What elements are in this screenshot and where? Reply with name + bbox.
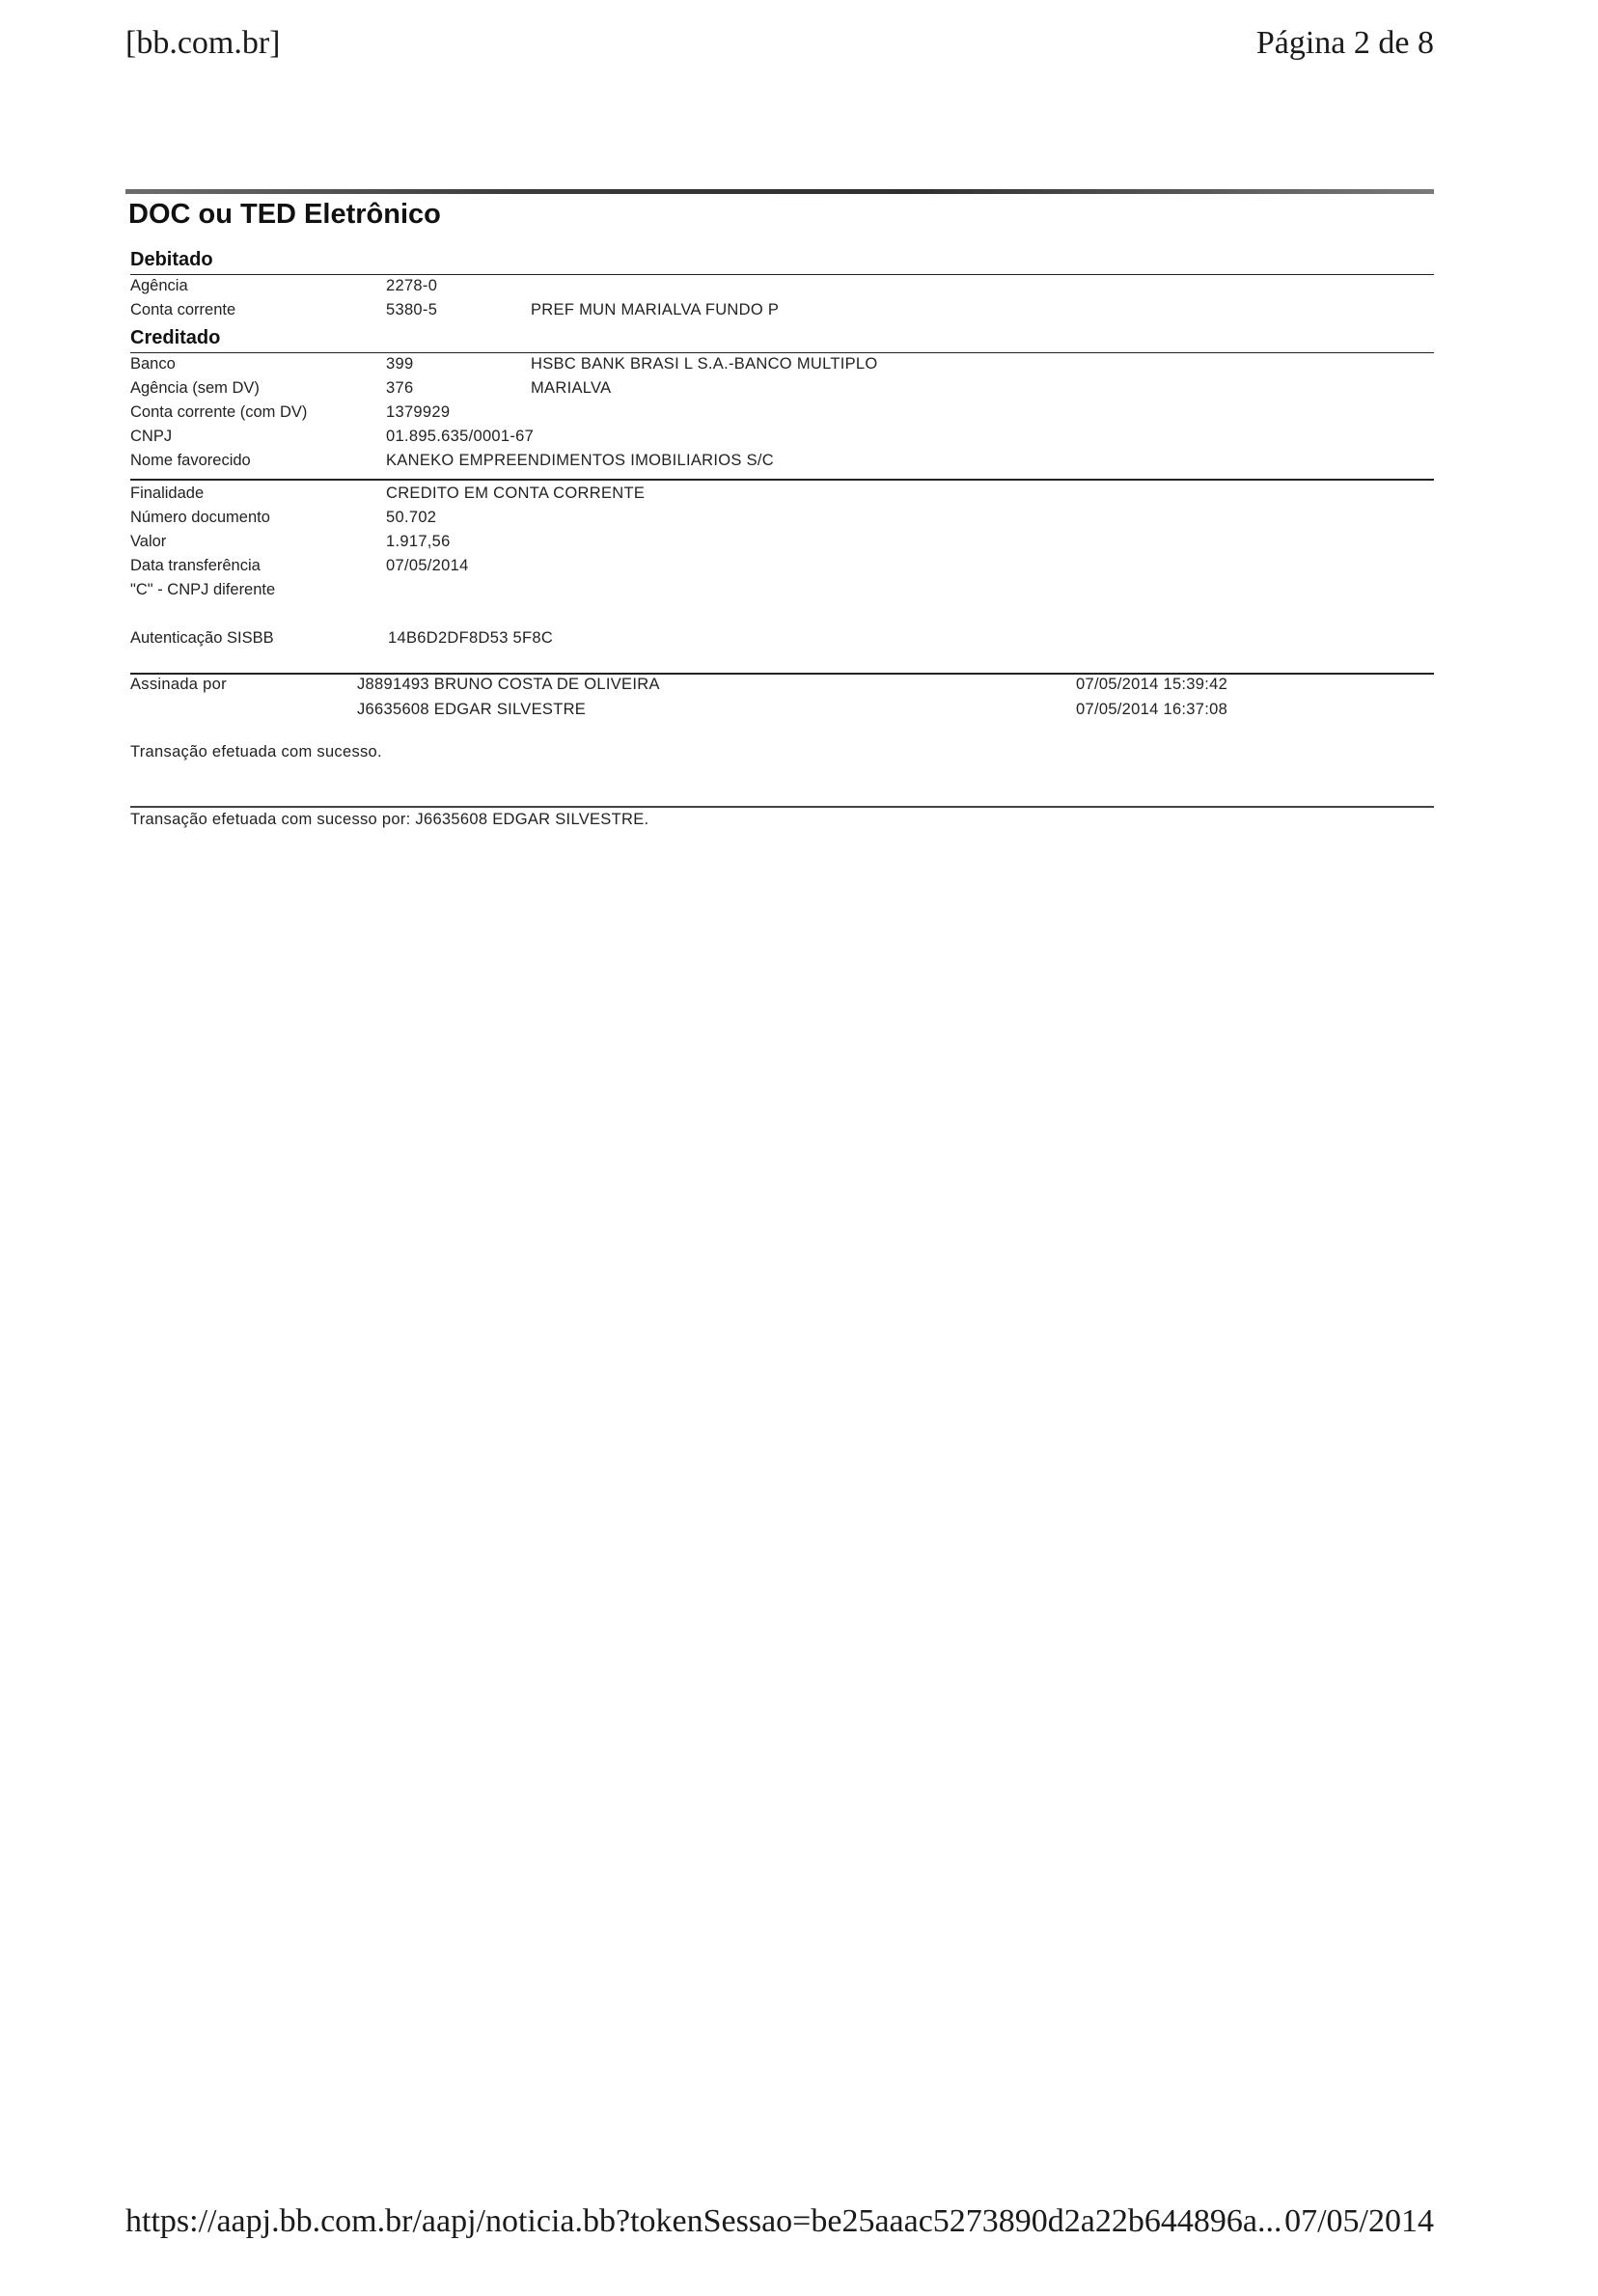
creditado-banco-value: 399 [386, 355, 414, 373]
debitado-section [130, 249, 1434, 323]
finalidade-label: Finalidade [130, 484, 205, 502]
signer-datetime: 07/05/2014 16:37:08 [1076, 701, 1228, 718]
finalidade-value: CREDITO EM CONTA CORRENTE [386, 484, 646, 502]
transfer-details [130, 483, 1434, 603]
creditado-banco-row [130, 353, 1434, 377]
debitado-heading: Debitado [130, 249, 1434, 275]
divider [130, 806, 1434, 808]
creditado-banco-label: Banco [130, 355, 176, 373]
creditado-cnpj-row [130, 426, 1434, 450]
data-transferencia-row [130, 555, 1434, 579]
creditado-favorecido-value: KANEKO EMPREENDIMENTOS IMOBILIARIOS S/C [386, 452, 774, 469]
creditado-section [130, 327, 1434, 474]
divider [130, 479, 1434, 481]
document-title: DOC ou TED Eletrônico [128, 199, 441, 230]
debitado-conta-nome: PREF MUN MARIALVA FUNDO P [531, 301, 780, 318]
numero-documento-value: 50.702 [386, 509, 437, 526]
creditado-conta-label: Conta corrente (com DV) [130, 403, 308, 421]
debitado-agencia-value: 2278-0 [386, 277, 438, 294]
creditado-agencia-row [130, 377, 1434, 401]
creditado-conta-value: 1379929 [386, 403, 451, 421]
creditado-conta-row [130, 401, 1434, 426]
footer-url: https://aapj.bb.com.br/aapj/noticia.bb?tokenSessao=be25aaac5273890d2a22b644896a... [125, 2203, 1282, 2239]
signer-datetime: 07/05/2014 15:39:42 [1076, 676, 1228, 693]
cnpj-diferente-label: "C" - CNPJ diferente [130, 581, 276, 598]
debitado-agencia-label: Agência [130, 277, 188, 294]
creditado-agencia-value: 376 [386, 379, 414, 397]
valor-row [130, 531, 1434, 555]
data-transferencia-label: Data transferência [130, 557, 261, 574]
divider [130, 673, 1434, 675]
assinada-por-label: Assinada por [130, 676, 227, 693]
debitado-conta-value: 5380-5 [386, 301, 438, 318]
creditado-heading: Creditado [130, 327, 1434, 353]
creditado-banco-nome: HSBC BANK BRASI L S.A.-BANCO MULTIPLO [531, 355, 878, 373]
creditado-cnpj-label: CNPJ [130, 428, 173, 445]
site-name: [bb.com.br] [125, 25, 281, 61]
creditado-agencia-label: Agência (sem DV) [130, 379, 260, 397]
footer-date: 07/05/2014 [1284, 2203, 1434, 2239]
signer-name: J8891493 BRUNO COSTA DE OLIVEIRA [357, 676, 660, 693]
autenticacao-row [130, 627, 1434, 651]
finalidade-row [130, 483, 1434, 507]
autenticacao-label: Autenticação SISBB [130, 629, 274, 647]
creditado-cnpj-value: 01.895.635/0001-67 [386, 428, 535, 445]
transaction-status: Transação efetuada com sucesso. [130, 743, 382, 761]
creditado-agencia-nome: MARIALVA [531, 379, 612, 397]
top-divider [125, 189, 1434, 194]
page-number: Página 2 de 8 [1255, 25, 1434, 61]
debitado-agencia-row [130, 275, 1434, 299]
debitado-conta-row [130, 299, 1434, 323]
creditado-favorecido-label: Nome favorecido [130, 452, 251, 469]
numero-documento-label: Número documento [130, 509, 270, 526]
debitado-conta-label: Conta corrente [130, 301, 236, 318]
valor-value: 1.917,56 [386, 533, 451, 550]
data-transferencia-value: 07/05/2014 [386, 557, 469, 574]
valor-label: Valor [130, 533, 167, 550]
transaction-final-status: Transação efetuada com sucesso por: J6635608 EDGAR SILVESTRE. [130, 811, 649, 828]
signer-name: J6635608 EDGAR SILVESTRE [357, 701, 587, 718]
cnpj-diferente-row [130, 579, 1434, 603]
creditado-favorecido-row [130, 450, 1434, 474]
autenticacao-value: 14B6D2DF8D53 5F8C [388, 629, 554, 647]
numero-documento-row [130, 507, 1434, 531]
